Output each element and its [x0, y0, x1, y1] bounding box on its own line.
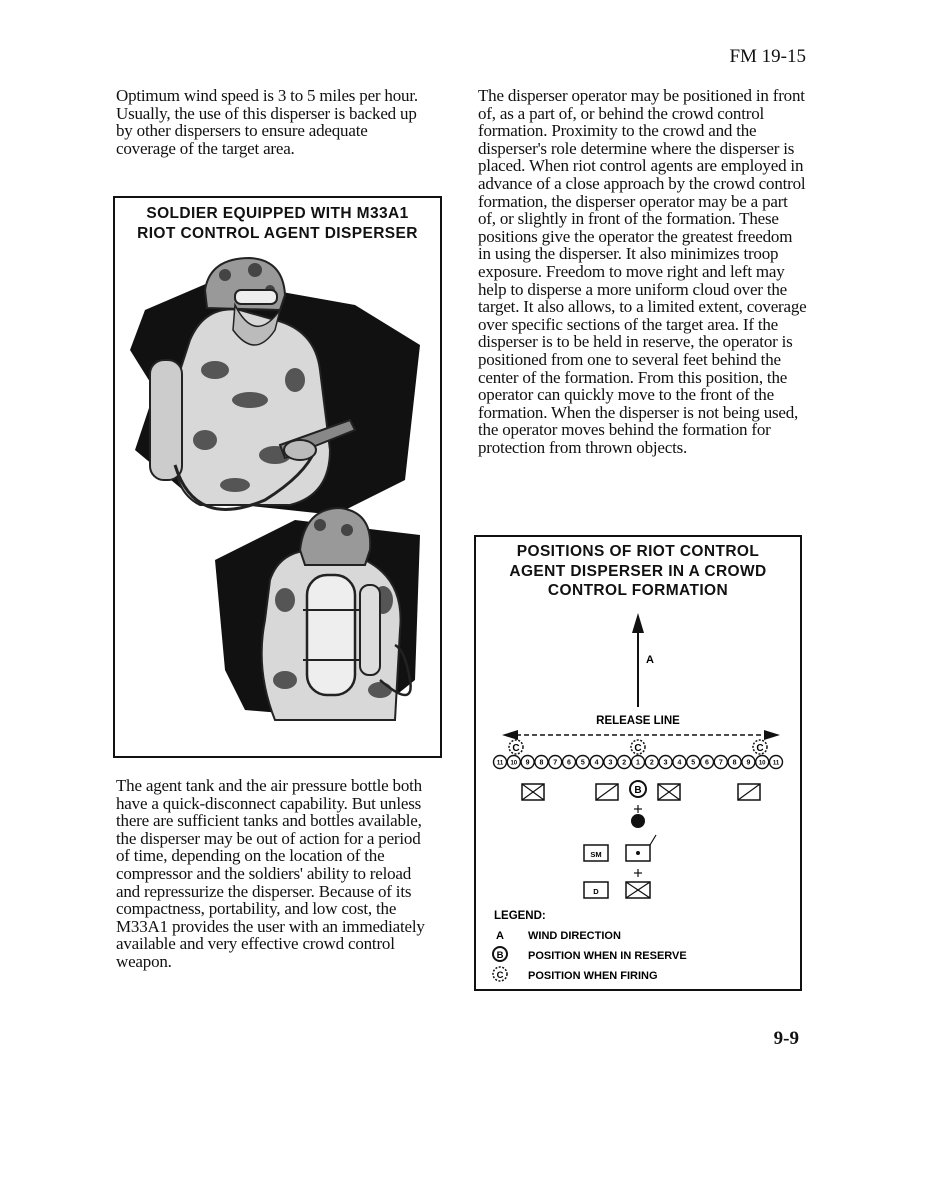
svg-text:4: 4	[677, 759, 682, 767]
unit-box-right	[738, 784, 760, 800]
firing-position-left	[509, 740, 523, 754]
svg-text:4: 4	[594, 759, 599, 767]
svg-text:7: 7	[718, 759, 723, 767]
figure2-title	[476, 542, 800, 601]
figure2-title-line1: POSITIONS OF RIOT CONTROL	[516, 543, 760, 560]
svg-text:C: C	[756, 743, 764, 754]
formation-member	[618, 756, 631, 769]
wind-arrow-head	[632, 613, 644, 633]
lower-agent-tank	[307, 575, 355, 695]
soldier-illustration	[115, 250, 440, 755]
svg-text:8: 8	[732, 759, 737, 767]
legend-item-wind	[496, 930, 621, 942]
formation-member	[549, 756, 562, 769]
lower-air-bottle	[360, 585, 380, 675]
legend-item-reserve	[493, 947, 687, 962]
svg-text:10: 10	[758, 760, 766, 767]
firing-position-center	[631, 740, 645, 754]
svg-text:D: D	[593, 887, 599, 896]
formation-member	[742, 756, 755, 769]
svg-text:11: 11	[772, 760, 780, 767]
formation-member	[645, 756, 658, 769]
figure-soldier-disperser	[113, 196, 442, 758]
svg-text:3: 3	[663, 759, 668, 767]
svg-text:10: 10	[510, 760, 518, 767]
formation-member	[701, 756, 714, 769]
svg-text:WIND DIRECTION: WIND DIRECTION	[528, 930, 621, 942]
svg-text:2: 2	[622, 759, 627, 767]
figure1-title-line1: SOLDIER EQUIPPED WITH M33A1	[146, 205, 409, 222]
svg-text:C: C	[496, 970, 504, 981]
page-number: 9-9	[773, 1028, 799, 1049]
figure2-title-line3: CONTROL FORMATION	[547, 582, 729, 599]
paragraph-operator-position: The disperser operator may be positioned in front of, as a part of, or behind the crowd control formation. Proximity to the crowd and the disperser's role determine where the disperser is placed. When riot control agents are employed in advance of a close approach by the crowd control formation, the disperser operator may be a part of, or slightly in front of the formation. These positions give the operator the greatest freedom in using the disperser. It also minimizes troop exposure. Freedom to move right and left may help to disperse a more uniform cloud over the target. It also allows, to a limited extent, coverage over specific sections of the target area. If the disperser is to be held in reserve, the operator is positioned from one to several feet behind the center of the formation. From this position, the operator can quickly move to the front of the formation. When the disperser is not being used, the operator moves behind the formation for protection from thrown objects.	[478, 86, 807, 457]
svg-text:11: 11	[496, 760, 504, 767]
release-line-label: RELEASE LINE	[596, 715, 680, 727]
reserve-position	[630, 781, 646, 797]
svg-text:6: 6	[705, 759, 709, 767]
figure1-title	[115, 204, 440, 244]
svg-text:6: 6	[567, 759, 571, 767]
paragraph-wind-speed: Optimum wind speed is 3 to 5 miles per hour. Usually, the use of this disperser is backed up by other dispersers to ensure adequate coverage of the target area.	[116, 86, 418, 158]
formation-member	[714, 756, 727, 769]
upper-goggles	[235, 290, 277, 304]
svg-text:5: 5	[580, 759, 585, 767]
formation-row	[494, 756, 783, 769]
formation-member	[535, 756, 548, 769]
figure-formation-positions	[474, 535, 802, 991]
legend-item-firing	[493, 967, 658, 982]
manual-id: FM 19-15	[729, 46, 806, 67]
formation-diagram	[476, 599, 800, 989]
formation-member	[507, 756, 520, 769]
legend-title: LEGEND:	[494, 910, 546, 922]
unit-sm	[584, 845, 608, 861]
svg-text:B: B	[496, 950, 504, 961]
paragraph-agent-tank: The agent tank and the air pressure bottle both have a quick-disconnect capability. But unless there are sufficient tanks and bottles available, the disperser may be out of action for a period of time, depending on the location of the compressor and the soldiers' ability to reload and repressurize the disperser. Because of its compactness, portability, and low cost, the M33A1 provides the user with an immediately available and very effective crowd control weapon.	[116, 776, 425, 971]
svg-text:POSITION WHEN FIRING: POSITION WHEN FIRING	[528, 970, 658, 982]
svg-text:5: 5	[691, 759, 696, 767]
svg-text:3: 3	[608, 759, 613, 767]
wind-arrow-label: A	[646, 654, 654, 666]
formation-member	[673, 756, 686, 769]
formation-member	[604, 756, 617, 769]
unit-cross	[626, 869, 650, 898]
unit-box-center-left	[596, 784, 618, 800]
formation-member	[728, 756, 741, 769]
leader-marker	[631, 805, 645, 828]
formation-member	[770, 756, 783, 769]
svg-text:1: 1	[636, 759, 640, 767]
svg-text:9: 9	[525, 759, 530, 767]
figure2-title-line2: AGENT DISPERSER IN A CROWD	[509, 562, 767, 580]
formation-member	[659, 756, 672, 769]
svg-text:8: 8	[539, 759, 544, 767]
formation-member	[687, 756, 700, 769]
svg-text:2: 2	[649, 759, 654, 767]
formation-member	[590, 756, 603, 769]
svg-text:A: A	[496, 930, 504, 942]
formation-member	[756, 756, 769, 769]
svg-text:B: B	[634, 785, 642, 796]
formation-member	[563, 756, 576, 769]
svg-text:POSITION WHEN IN RESERVE: POSITION WHEN IN RESERVE	[528, 950, 687, 962]
upper-tank	[150, 360, 182, 480]
formation-member	[521, 756, 534, 769]
lower-helmet	[300, 508, 370, 565]
unit-d	[584, 882, 608, 898]
firing-position-right	[753, 740, 767, 754]
formation-member	[494, 756, 507, 769]
unit-platoon-leader	[626, 835, 656, 861]
figure1-title-line2: RIOT CONTROL AGENT DISPERSER	[137, 225, 418, 242]
svg-text:C: C	[512, 743, 520, 754]
formation-member	[576, 756, 589, 769]
svg-text:7: 7	[553, 759, 558, 767]
formation-member	[632, 756, 645, 769]
unit-box-left	[522, 784, 544, 800]
svg-text:C: C	[634, 743, 642, 754]
unit-box-center-right	[658, 784, 680, 800]
svg-text:9: 9	[746, 759, 751, 767]
svg-text:SM: SM	[590, 850, 602, 859]
